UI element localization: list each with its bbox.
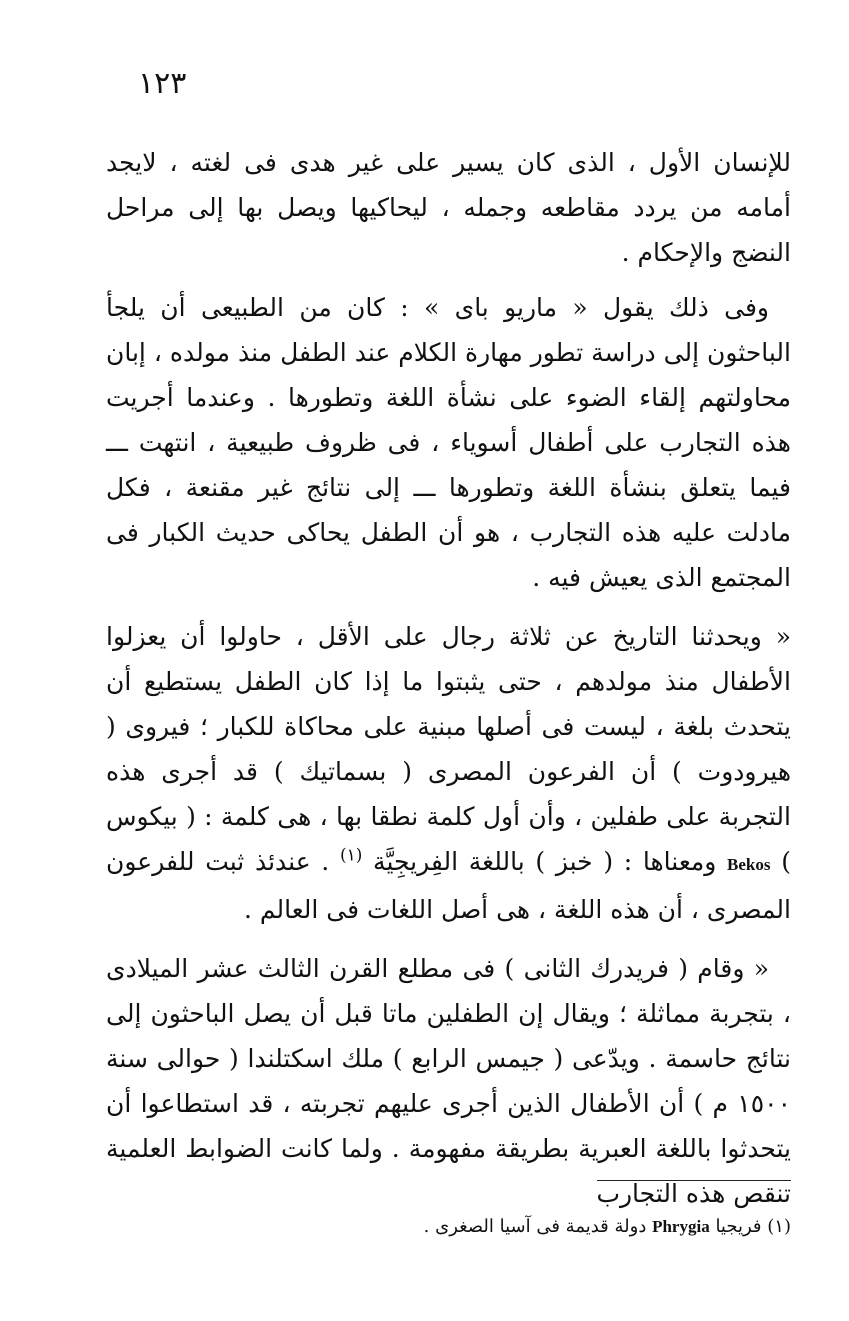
paragraph-3-text-end: . عندئذ ثبت للفرعون المصرى ، أن هذه اللغة ، هى أصل اللغات فى العالم . bbox=[106, 847, 791, 924]
page-number: ١٢٣ bbox=[138, 66, 187, 101]
footnote-reference: (١) bbox=[339, 845, 363, 866]
paragraph-2: وفى ذلك يقول « ماريو باى » : كان من الطبيعى أن يلجأ الباحثون إلى دراسة تطور مهارة الكلام عند الطفل منذ مولده ، إبان محاولتهم إلقاء الضوء على نشأة اللغة وتطورها . وعندما أجريت هذه التجارب على أطفال أسوياء ، فى ظروف طبيعية ، انتهت ـــ فيما يتعلق بنشأة اللغة وتطورها ـــ إلى نتائج غير مقنعة ، فكل مادلت عليه هذه التجارب ، هو أن الطفل يحاكى حديث الكبار فى المجتمع الذى يعيش فيه . bbox=[106, 293, 791, 592]
footnote-latin-word: Phrygia bbox=[652, 1217, 710, 1236]
footnote-text-start: فريجيا bbox=[715, 1216, 762, 1237]
footnote-divider bbox=[597, 1180, 791, 1181]
paragraph-3 bbox=[106, 614, 791, 932]
body-text bbox=[106, 140, 791, 1226]
footnote bbox=[300, 1212, 791, 1242]
latin-word-bekos: Bekos bbox=[727, 855, 771, 874]
paragraph-4: « وقام ( فريدرك الثانى ) فى مطلع القرن الثالث عشر الميلادى ، بتجربة مماثلة ؛ ويقال إن الطفلين ماتا قبل أن يصل الباحثون إلى نتائج حاسمة . ويدّعى ( جيمس الرابع ) ملك اسكتلندا ( حوالى سنة ١٥٠٠ م ) أن الأطفال الذين أجرى عليهم تجربته ، قد استطاعوا أن يتحدثوا باللغة العبرية بطريقة مفهومة . ولما كانت الضوابط العلمية تنقص هذه التجارب bbox=[106, 954, 791, 1208]
paragraph-1: للإنسان الأول ، الذى كان يسير على غير هدى فى لغته ، لايجد أمامه من يردد مقاطعه وجمله ، ليحاكيها ويصل بها إلى مراحل النضج والإحكام . bbox=[106, 148, 791, 267]
paragraph-3-text-middle: ومعناها : ( خبز ) باللغة الفِريجِيَّة bbox=[373, 847, 717, 876]
paragraph-3-text-start: « ويحدثنا التاريخ عن ثلاثة رجال على الأقل ، حاولوا أن يعزلوا الأطفال منذ مولدهم ، حتى يثبتوا ما إذا كان الطفل يستطيع أن يتحدث بلغة ، ليست فى أصلها مبنية على محاكاة للكبار ؛ فيروى ( هيرودوت ) أن الفرعون المصرى ( بسماتيك ) قد أجرى هذه التجربة على طفلين ، وأن أول كلمة نطقا بها ، هى كلمة : ( بيكوس ) bbox=[106, 622, 791, 876]
footnote-text-end: دولة قديمة فى آسيا الصغرى . bbox=[423, 1216, 647, 1237]
footnote-marker: (١) bbox=[767, 1216, 791, 1237]
